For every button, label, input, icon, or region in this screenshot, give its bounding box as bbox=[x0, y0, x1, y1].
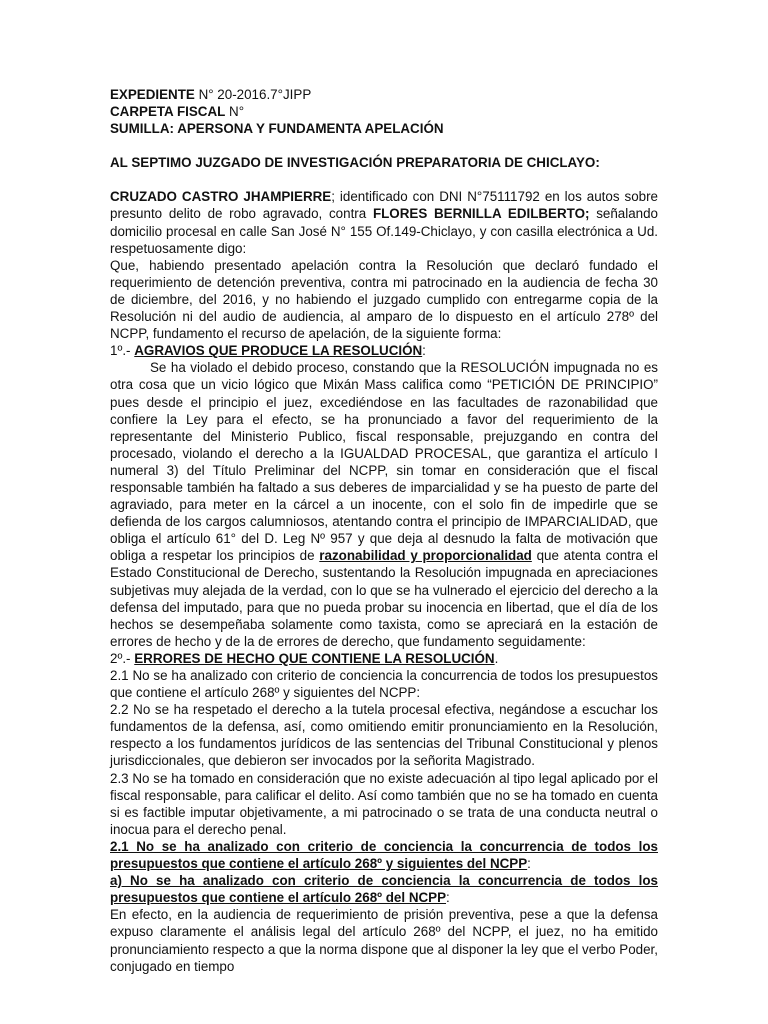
section1-body-b: que atenta contra el Estado Constitucional de Derecho, sustentando la Resolución impugnada en apreciaciones subjetivas muy alejada de la verdad, con lo que se ha vulnerado el ejercicio del derecho a la defensa del imputado, para que no pueda probar su inocencia en libertad, que el día de los hechos se desempeñaba solamente como taxista, como se apreciará en la estación de errores de hecho y de la de errores de derecho, que fundamento seguidamente: bbox=[110, 548, 658, 649]
carpeta-line bbox=[110, 103, 658, 120]
plaintiff-name: CRUZADO CASTRO JHAMPIERRE bbox=[110, 189, 332, 205]
last-paragraph: En efecto, en la audiencia de requerimiento de prisión preventiva, pese a que la defensa expuso claramente el análisis legal del artículo 268º del NCPP, el juez, no ha emitido pronunciamiento respecto a que la norma dispone que al disponer la ley que el verbo Poder, conjugado en tiempo bbox=[110, 907, 658, 974]
item-2-3: 2.3 No se ha tomado en consideración que no existe adecuación al tipo legal aplicado por el fiscal responsable, para calificar el delito. Así como también que no se ha tomado en cuenta si es factible imputar objetivamente, a mi patrocinado o se trata de una conducta neutral o inocua para el derecho penal. bbox=[110, 770, 658, 837]
section2-title: ERRORES DE HECHO QUE CONTIENE LA RESOLUCIÓN bbox=[134, 650, 495, 666]
expediente-label: EXPEDIENTE bbox=[110, 87, 195, 102]
section1-colon: : bbox=[422, 343, 426, 359]
carpeta-value: N° bbox=[225, 104, 245, 120]
sumilla: SUMILLA: APERSONA Y FUNDAMENTA APELACIÓN bbox=[110, 121, 444, 137]
section1-emphasis: razonabilidad y proporcionalidad bbox=[319, 548, 532, 564]
section1-title: AGRAVIOS QUE PRODUCE LA RESOLUCIÓN bbox=[134, 343, 423, 359]
section1-number: 1º.- bbox=[110, 343, 135, 359]
spacer bbox=[110, 171, 658, 188]
heading-a-colon: : bbox=[446, 890, 450, 906]
heading-2-1 bbox=[110, 838, 658, 872]
expediente-value: N° 20-2016.7°JIPP bbox=[194, 87, 312, 102]
section2-heading bbox=[110, 650, 658, 667]
heading-a bbox=[110, 872, 658, 906]
spacer bbox=[110, 137, 658, 154]
document-body bbox=[110, 86, 658, 975]
intro-text-1: ; identificado con DNI N°75111792 en los autos sobre presunto delito de robo agravado, contra bbox=[110, 189, 658, 222]
heading-a-text: a) No se ha analizado con criterio de conciencia la concurrencia de todos los presupuestos que contiene el artículo 268º del NCPP bbox=[110, 873, 658, 906]
item-2-1: 2.1 No se ha analizado con criterio de conciencia la concurrencia de todos los presupuestos que contiene el artículo 268º y siguientes del NCPP: bbox=[110, 668, 658, 701]
section1-body-a: Se ha violado el debido proceso, constando que la RESOLUCIÓN impugnada no es otra cosa que un vicio lógico que Mixán Mass califica como “PETICIÓN DE PRINCIPIO” pues desde el principio el juez, excediéndose en las facultades de razonabilidad que confiere la Ley para el efecto, se ha pronunciado a favor del requerimiento de la representante del Ministerio Publico, fiscal responsable, prejuzgando en contra del procesado, violando el derecho a la IGUALDAD PROCESAL, que garantiza el artículo I numeral 3) del Título Preliminar del NCPP, sin tomar en consideración que el fiscal responsable también ha faltado a sus deberes de imparcialidad y se ha puesto de parte del agraviado, para meter en la cárcel a un inocente, con el solo fin de impedirle que se defienda de los cargos calumniosos, atentando contra el principio de IMPARCIALIDAD, que obliga el artículo 61° del D. Leg Nº 957 y que deja al desnudo la falta de motivación que obliga a respetar los principios de bbox=[110, 360, 658, 564]
section1-body bbox=[110, 359, 658, 650]
carpeta-label: CARPETA FISCAL bbox=[110, 104, 226, 120]
section1-heading bbox=[110, 342, 658, 359]
section2-number: 2º.- bbox=[110, 650, 135, 666]
addressee: AL SEPTIMO JUZGADO DE INVESTIGACIÓN PREPARATORIA DE CHICLAYO: bbox=[110, 155, 600, 171]
item-2-2: 2.2 No se ha respetado el derecho a la tutela procesal efectiva, negándose a escuchar los fundamentos de la defensa, así, como omitiendo emitir pronunciamiento en la Resolución, respecto a los fundamentos jurídicos de las sentencias del Tribunal Constitucional y plenos jurisdiccionales, que debieron ser invocados por la señorita Magistrado. bbox=[110, 702, 658, 769]
expediente-line bbox=[110, 86, 658, 103]
intro-text-2: señalando domicilio procesal en calle San José N° 155 Of.149-Chiclayo, y con casilla electrónica a Ud. respetuosamente digo: bbox=[110, 206, 659, 256]
section2-dot: . bbox=[494, 650, 499, 666]
heading-2-1-text: 2.1 No se ha analizado con criterio de conciencia la concurrencia de todos los presupuestos que contiene el artículo 268º y siguientes del NCPP bbox=[110, 838, 658, 872]
defendant-name: FLORES BERNILLA EDILBERTO; bbox=[372, 206, 590, 222]
paragraph-que: Que, habiendo presentado apelación contra la Resolución que declaró fundado el requerimiento de detención preventiva, contra mi patrocinado en la audiencia de fecha 30 de diciembre, del 2016, y no habiendo el juzgado cumplido con entregarme copia de la Resolución ni del audio de audiencia, al amparo de lo dispuesto en el artículo 278º del NCPP, fundamento el recurso de apelación, de la siguiente forma: bbox=[110, 257, 658, 342]
intro-paragraph bbox=[110, 188, 658, 256]
heading-2-1-colon: : bbox=[527, 856, 531, 872]
